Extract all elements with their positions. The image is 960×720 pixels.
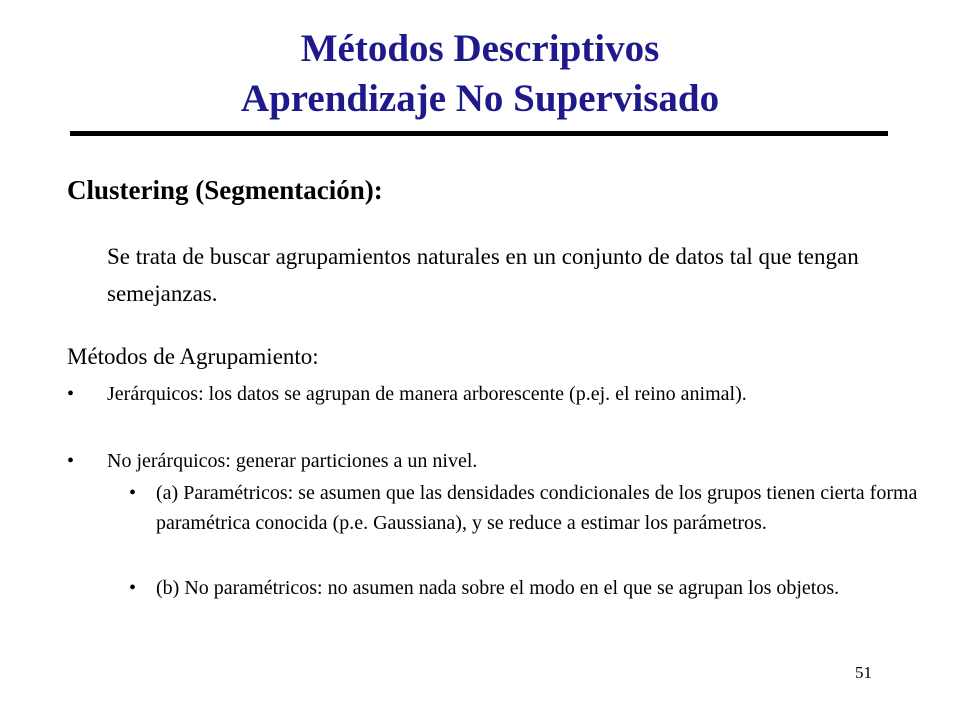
list-item-text: No jerárquicos: generar particiones a un nivel. [107,450,478,472]
section-heading: Clustering (Segmentación): [67,175,383,205]
list-item-hierarchical [67,379,907,439]
sublist-item-parametric [129,478,919,568]
title-divider [70,131,888,136]
section-description: Se trata de buscar agrupamientos naturales en un conjunto de datos tal que tengan semejanzas. [107,244,859,306]
bullet-icon: • [67,383,75,405]
bullet-icon: • [129,577,137,599]
sublist-item-non-parametric [129,573,919,633]
list-item-text: Jerárquicos: los datos se agrupan de manera arborescente (p.ej. el reino animal). [107,383,747,405]
slide-title-line-2: Aprendizaje No Supervisado [240,77,720,120]
bullet-icon: • [67,450,75,472]
bullet-icon: • [129,482,137,504]
list-item-non-hierarchical [67,446,907,476]
sublist-item-text: (b) No paramétricos: no asumen nada sobre el modo en el que se agrupan los objetos. [156,577,840,599]
slide-title-line-1: Métodos Descriptivos [300,27,660,70]
page-number: 51 [855,663,872,682]
methods-title: Métodos de Agrupamiento: [67,344,319,369]
sublist-item-text: (a) Paramétricos: se asumen que las densidades condicionales de los grupos tienen cierta forma paramétrica conocida (p.e. Gaussiana), y se reduce a estimar los parámetros. [156,482,918,534]
